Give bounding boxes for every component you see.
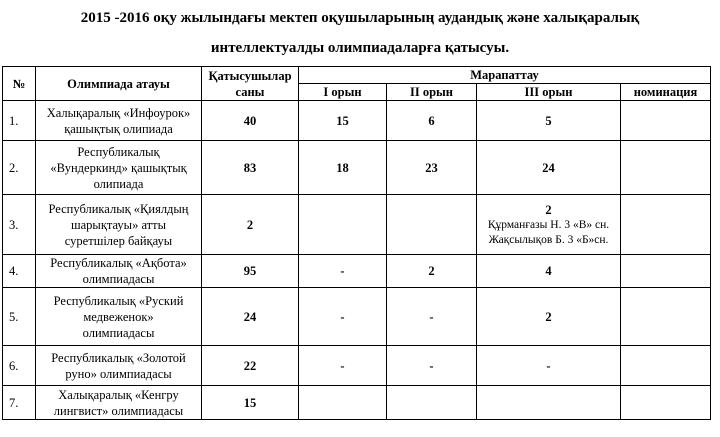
place-2-count: [387, 386, 477, 420]
olympiad-name-line: Республикалық «Ақбота»: [50, 256, 187, 270]
header-place-2: II орын: [387, 84, 477, 101]
nomination-value: [621, 195, 711, 255]
header-participants-line-1: Қатысушылар: [208, 68, 292, 83]
table-row: [3, 288, 711, 346]
place-1-count: [299, 386, 387, 420]
participants-count: 15: [202, 386, 299, 420]
row-number: 2.: [3, 141, 36, 195]
row-number: 1.: [3, 101, 36, 141]
olympiad-name-line: олимпиадасы: [82, 272, 155, 286]
place-2-count: -: [387, 288, 477, 346]
header-name: Олимпиада атауы: [36, 67, 202, 101]
row-number: 6.: [3, 346, 36, 386]
place-3-value: 5: [545, 113, 552, 128]
place-1-count: -: [299, 288, 387, 346]
place-2-count: 2: [387, 255, 477, 288]
place-3-value: 4: [545, 264, 552, 278]
olympiad-name-line: олипиада: [93, 176, 144, 191]
place-1-count: 15: [299, 101, 387, 141]
olympiad-name: [36, 386, 202, 420]
place-2-count: 23: [387, 141, 477, 195]
olympiad-name-line: Республикалық «Қиялдың: [48, 201, 189, 216]
olympiad-name-line: Республикалық: [77, 144, 160, 159]
header-awards: Марапаттау: [299, 67, 711, 84]
header-num: №: [3, 67, 36, 101]
olympiad-name: [36, 101, 202, 141]
table-row: [3, 141, 711, 195]
olympiad-name: [36, 195, 202, 255]
place-3-value: 2: [545, 202, 552, 217]
place-3-count: [477, 195, 621, 255]
table-row: [3, 386, 711, 420]
nomination-value: [621, 101, 711, 141]
place-3-count: [477, 386, 621, 420]
place-3-value: -: [546, 358, 551, 373]
table-body: [3, 101, 711, 420]
olympiad-name-line: суретшілер байқауы: [64, 233, 173, 248]
place-3-winner-name: Жақсылықов Б. 3 «Б»сн.: [488, 233, 609, 246]
olympiad-table: [2, 66, 711, 420]
place-3-value: 24: [542, 160, 555, 175]
place-2-count: 6: [387, 101, 477, 141]
olympiad-name: [36, 141, 202, 195]
place-3-count: [477, 141, 621, 195]
olympiad-name-line: Республикалық «Золотой: [51, 350, 186, 365]
nomination-value: [621, 141, 711, 195]
place-3-value: 2: [545, 309, 552, 324]
olympiad-name-line: шарықтауы» атты: [71, 217, 166, 232]
title-line-1: 2015 -2016 оқу жылындағы мектеп оқушыларының аудандық және халықаралық: [80, 10, 640, 26]
nomination-value: [621, 255, 711, 288]
place-2-count: [387, 195, 477, 255]
table-row: [3, 346, 711, 386]
olympiad-name-line: қашықтық олипиада: [64, 121, 173, 136]
place-3-count: [477, 101, 621, 141]
place-1-count: -: [299, 346, 387, 386]
place-3-count: [477, 288, 621, 346]
olympiad-name-line: Республикалық «Руский: [53, 293, 184, 308]
row-number: 5.: [3, 288, 36, 346]
place-3-count: [477, 255, 621, 288]
nomination-value: [621, 288, 711, 346]
row-number: 4.: [3, 255, 36, 288]
participants-count: 95: [202, 255, 299, 288]
participants-count: 24: [202, 288, 299, 346]
header-participants-line-2: саны: [235, 84, 265, 99]
olympiad-name-line: медвеженок»: [83, 309, 154, 324]
place-1-count: 18: [299, 141, 387, 195]
olympiad-name-line: «Вундеркинд» қашықтық: [50, 160, 187, 175]
row-number: 3.: [3, 195, 36, 255]
title-line-2: интеллектуалды олимпиадаларға қатысуы.: [210, 40, 510, 56]
place-1-count: -: [299, 255, 387, 288]
participants-count: 40: [202, 101, 299, 141]
document-title: [0, 3, 720, 63]
table-row: [3, 195, 711, 255]
olympiad-name-line: Халықаралық «Кенгру: [58, 387, 179, 402]
participants-count: 2: [202, 195, 299, 255]
header-nomination: номинация: [621, 84, 711, 101]
nomination-value: [621, 386, 711, 420]
olympiad-name: [36, 288, 202, 346]
olympiad-name: [36, 346, 202, 386]
olympiad-name-line: руно» олимпиадасы: [65, 366, 172, 381]
header-place-3: III орын: [477, 84, 621, 101]
nomination-value: [621, 346, 711, 386]
row-number: 7.: [3, 386, 36, 420]
olympiad-name-line: лингвист» олимпиадасы: [53, 403, 184, 418]
table-row: [3, 101, 711, 141]
table-row: [3, 255, 711, 288]
header-place-1: I орын: [299, 84, 387, 101]
place-2-count: -: [387, 346, 477, 386]
olympiad-name: [36, 255, 202, 288]
place-1-count: [299, 195, 387, 255]
place-3-count: [477, 346, 621, 386]
place-3-winner-name: Құрманғазы Н. 3 «В» сн.: [487, 218, 610, 231]
participants-count: 83: [202, 141, 299, 195]
olympiad-name-line: олимпиадасы: [82, 325, 155, 340]
olympiad-name-line: Халықаралық «Инфоурок»: [46, 105, 191, 120]
header-participants: [202, 67, 299, 101]
participants-count: 22: [202, 346, 299, 386]
